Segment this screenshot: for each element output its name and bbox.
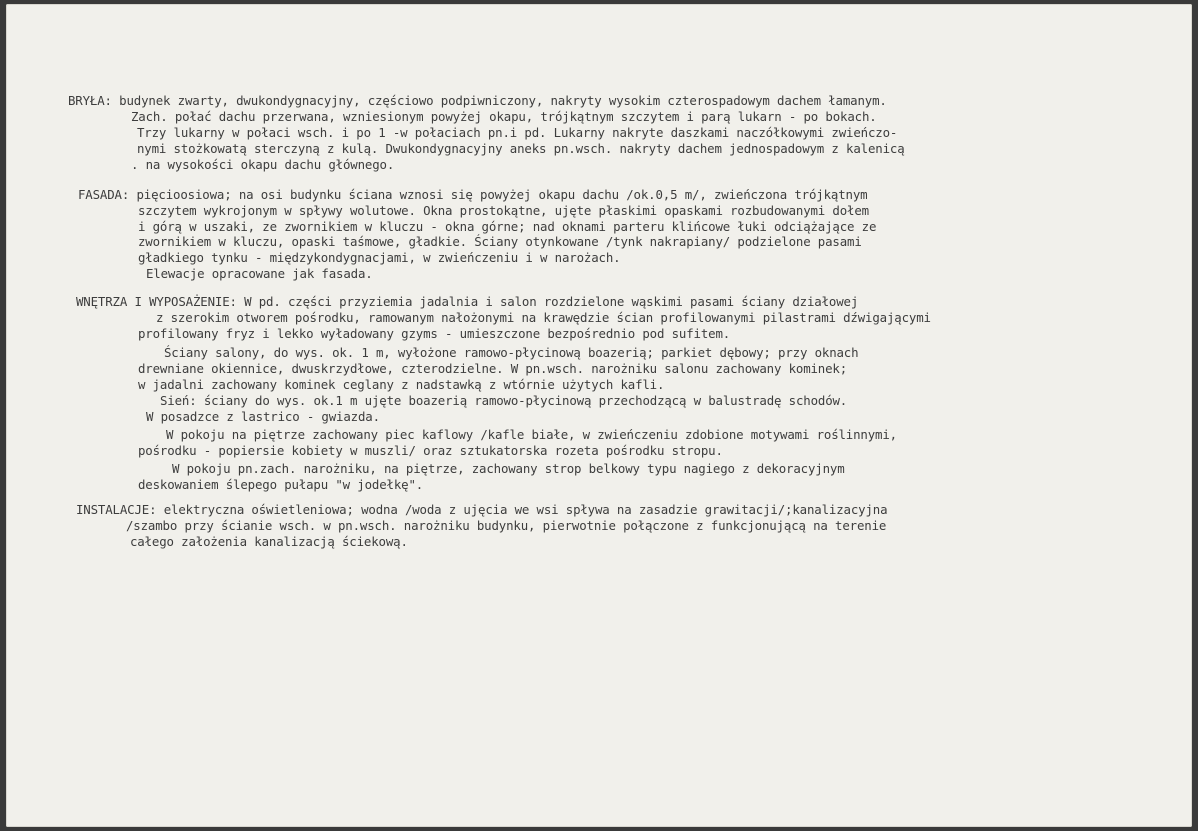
wnetrza-line-11: W pokoju pn.zach. narożniku, na piętrze, zachowany strop belkowy typu nagiego z dekoracyjnym <box>172 461 845 476</box>
wnetrza-line-1: WNĘTRZA I WYPOSAŻENIE: W pd. części przyziemia jadalnia i salon rozdzielone wąskimi pasami ściany działowej <box>76 294 859 309</box>
fasada-line-6: Elewacje opracowane jak fasada. <box>146 266 373 281</box>
wnetrza-line-6: w jadalni zachowany kominek ceglany z nadstawką z wtórnie użytych kafli. <box>138 377 665 392</box>
bryla-line-5: . na wysokości okapu dachu głównego. <box>131 157 395 172</box>
wnetrza-line-2: z szerokim otworem pośrodku, ramowanym nałożonymi na krawędzie ścian profilowanymi pilastrami dźwigającymi <box>156 310 931 325</box>
bryla-line-3: Trzy lukarny w połaci wsch. i po 1 -w połaciach pn.i pd. Lukarny nakryte daszkami naczółkowymi zwieńczo- <box>137 125 898 140</box>
instalacje-line-2: /szambo przy ścianie wsch. w pn.wsch. narożniku budynku, pierwotnie połączone z funkcjonującą na terenie <box>126 518 887 533</box>
fasada-line-4: zwornikiem w kluczu, opaski taśmowe, gładkie. Ściany otynkowane /tynk nakrapiany/ podzielone pasami <box>138 234 862 249</box>
instalacje-line-1: INSTALACJE: elektryczna oświetleniowa; wodna /woda z ujęcia we wsi spływa na zasadzie grawitacji/;kanalizacyjna <box>76 502 888 517</box>
instalacje-line-3: całego założenia kanalizacją ściekową. <box>130 534 408 549</box>
fasada-line-3: i górą w uszaki, ze zwornikiem w kluczu - okna górne; nad oknami parteru klińcowe łuki odciążające ze <box>138 219 877 234</box>
bryla-line-1: BRYŁA: budynek zwarty, dwukondygnacyjny, częściowo podpiwniczony, nakryty wysokim czterospadowym dachem łamanym. <box>68 93 887 108</box>
fasada-line-5: gładkiego tynku - międzykondygnacjami, w zwieńczeniu i w narożach. <box>138 250 621 265</box>
fasada-line-1: FASADA: pięcioosiowa; na osi budynku ściana wznosi się powyżej okapu dachu /ok.0,5 m/, zwieńczona trójkątnym <box>78 187 868 202</box>
wnetrza-line-10: pośrodku - popiersie kobiety w muszli/ oraz sztukatorska rozeta pośrodku stropu. <box>138 443 723 458</box>
fasada-line-2: szczytem wykrojonym w spływy wolutowe. Okna prostokątne, ujęte płaskimi opaskami rozbudowanymi dołem <box>138 203 869 218</box>
bryla-line-4: nymi stożkowatą sterczyną z kulą. Dwukondygnacyjny aneks pn.wsch. nakryty dachem jednospadowym z kalenicą <box>137 141 905 156</box>
wnetrza-line-7: Sień: ściany do wys. ok.1 m ujęte boazerią ramowo-płycinową przechodzącą w balustradę schodów. <box>160 393 848 408</box>
wnetrza-line-8: W posadzce z lastrico - gwiazda. <box>146 409 380 424</box>
wnetrza-line-5: drewniane okiennice, dwuskrzydłowe, czterodzielne. W pn.wsch. narożniku salonu zachowany kominek; <box>138 361 848 376</box>
wnetrza-line-4: Ściany salony, do wys. ok. 1 m, wyłożone ramowo-płycinową boazerią; parkiet dębowy; przy oknach <box>164 345 859 360</box>
wnetrza-line-3: profilowany fryz i lekko wyładowany gzyms - umieszczone bezpośrednio pod sufitem. <box>138 326 731 341</box>
wnetrza-line-9: W pokoju na piętrze zachowany piec kaflowy /kafle białe, w zwieńczeniu zdobione motywami roślinnymi, <box>166 427 897 442</box>
wnetrza-line-12: deskowaniem ślepego pułapu "w jodełkę". <box>138 477 424 492</box>
bryla-line-2: Zach. połać dachu przerwana, wzniesionym powyżej okapu, trójkątnym szczytem i parą lukarn - po bokach. <box>131 109 877 124</box>
